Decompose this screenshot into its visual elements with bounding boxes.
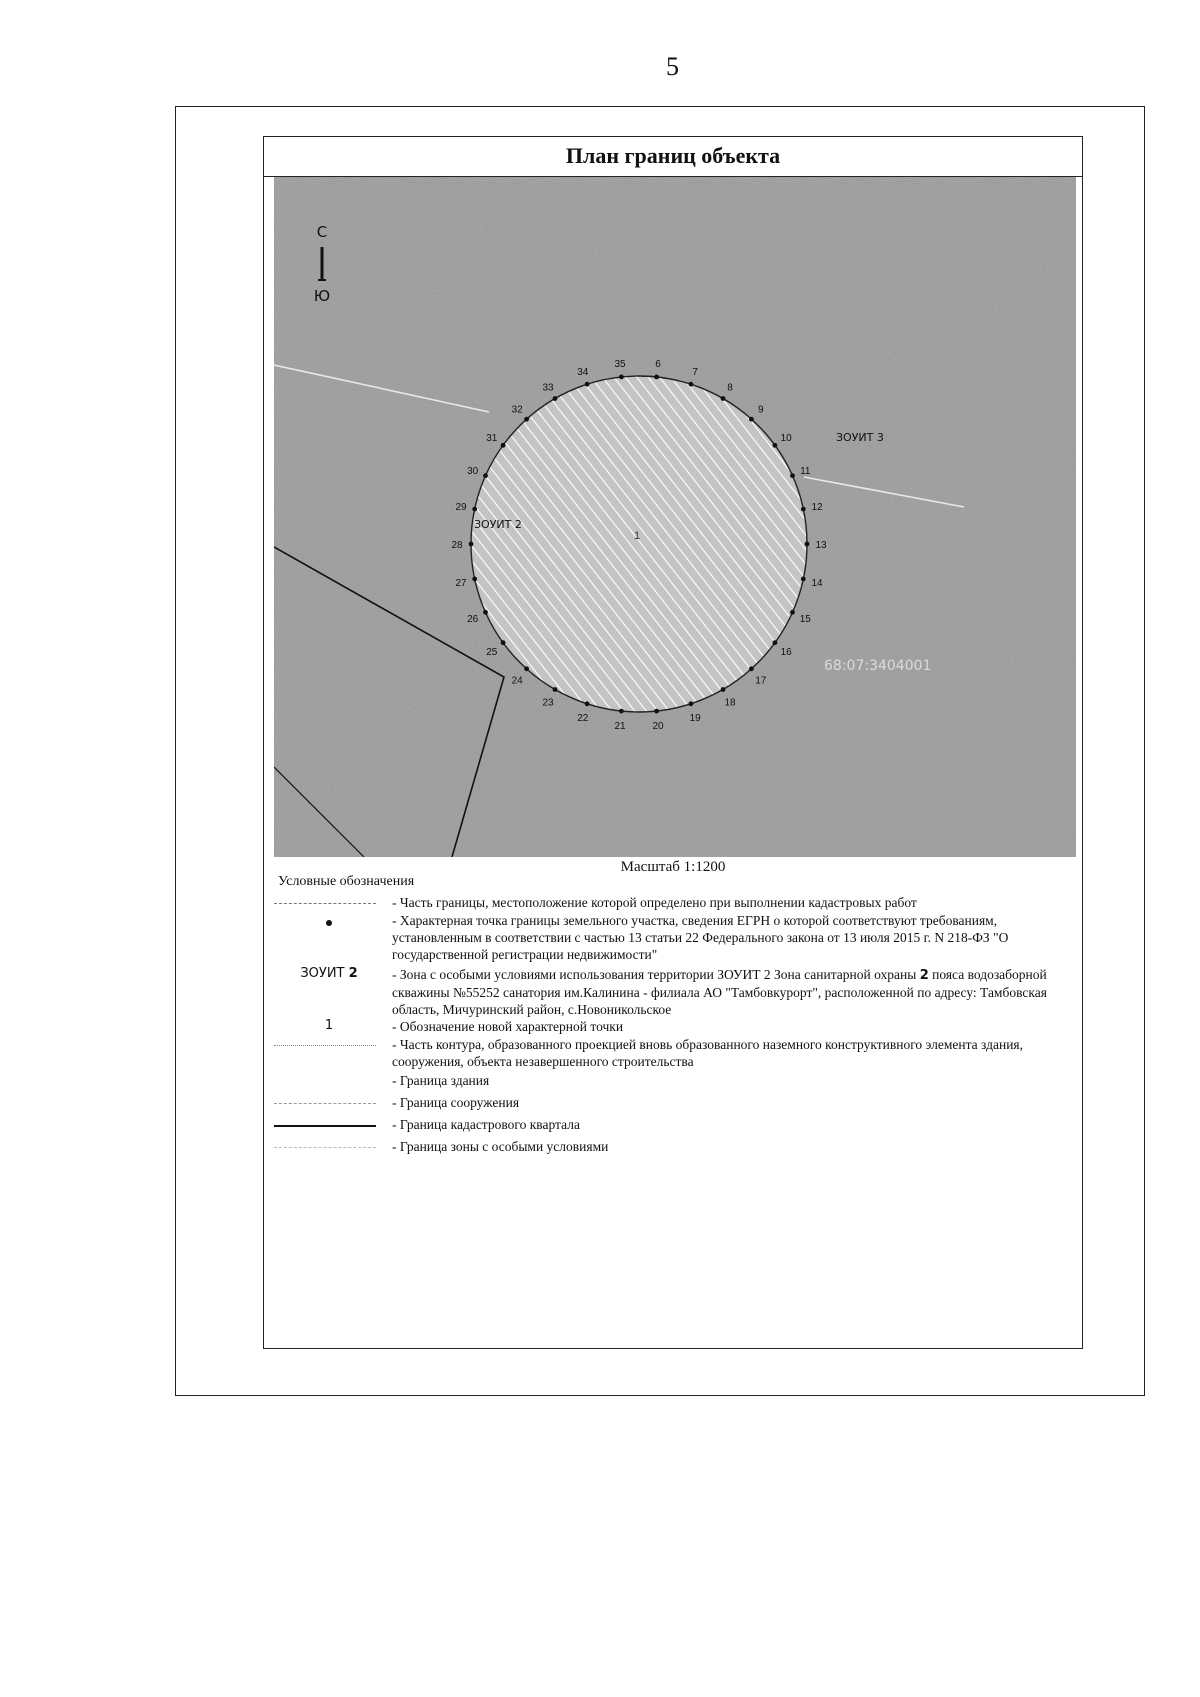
page-number: 5 [666,52,679,81]
boundary-point-20 [654,709,659,714]
boundary-point-label-21: 21 [614,721,626,732]
legend-text: - Граница сооружения [392,1095,520,1110]
map-canvas[interactable] [274,177,1076,857]
zone-label-3: ЗОУИТ 3 [836,431,884,444]
boundary-point-label-8: 8 [727,382,733,394]
boundary-point-label-18: 18 [724,697,736,709]
legend-text: - Часть контура, образованного проекцией вновь образованного наземного конструктивного элемента здания, сооружения, объекта незавершенного строительства [392,1037,1024,1069]
boundary-point-31 [501,443,506,448]
boundary-point-33 [553,396,558,401]
boundary-point-9 [749,417,754,422]
boundary-point-11 [790,473,795,478]
boundary-point-label-7: 7 [692,366,698,378]
boundary-point-label-35: 35 [614,359,626,370]
boundary-point-label-9: 9 [758,404,764,416]
boundary-point-label-16: 16 [780,647,792,658]
boundary-point-label-34: 34 [577,366,589,378]
boundary-point-label-25: 25 [486,647,498,658]
boundary-point-12 [801,507,806,512]
legend-symbol-point-number: 1 [324,1018,334,1033]
boundary-point-30 [483,473,488,478]
cadastral-number-label: 68:07:3404001 [824,658,932,674]
boundary-point-16 [773,640,778,645]
boundary-point-label-14: 14 [811,577,823,589]
boundary-point-32 [524,417,529,422]
boundary-point-35 [619,375,624,380]
zone-label-2: ЗОУИТ 2 [474,518,522,531]
map-title: План границ объекта [264,137,1082,177]
boundary-point-label-12: 12 [811,502,823,514]
boundary-point-label-17: 17 [755,675,767,687]
legend-symbol-dashed-line [274,894,384,912]
boundary-point-34 [585,382,590,387]
boundary-point-6 [654,375,659,380]
legend-symbol-dash-dot-line [274,1094,384,1112]
boundary-point-18 [721,687,726,692]
boundary-point-26 [483,610,488,615]
boundary-point-label-15: 15 [799,614,811,625]
boundary-point-label-13: 13 [815,540,827,551]
boundary-point-label-20: 20 [652,721,664,732]
legend-symbol-empty [274,1072,384,1090]
boundary-point-label-22: 22 [577,713,589,725]
legend-text: - Граница зоны с особыми условиями [392,1139,609,1154]
boundary-point-15 [790,610,795,615]
legend-text: - Граница кадастрового квартала [392,1117,580,1132]
boundary-point-label-6: 6 [655,359,661,370]
boundary-point-label-24: 24 [511,675,523,687]
boundary-point-28 [469,542,474,547]
legend-text: - Обозначение новой характерной точки [392,1019,624,1034]
scale-label: Масштаб 1:1200 [620,859,726,875]
boundary-point-10 [773,443,778,448]
parcel-boundary-circle [471,376,807,712]
boundary-point-7 [689,382,694,387]
boundary-point-label-28: 28 [451,540,463,551]
legend-heading: Условные обозначения [278,874,415,889]
boundary-point-label-23: 23 [542,697,554,709]
legend-symbol-dotted-line [274,1036,384,1054]
legend-text: - Характерная точка границы земельного участка, сведения ЕГРН о которой соответствуют требованиям, установленным в соответствии с частью 13 статьи 22 Федерального закона от 13 июля 2015 г. N 218-ФЗ "О государственной регистрации недвижимости" [392,913,1009,962]
legend-symbol-sparse-dashed-line [274,1138,384,1156]
boundary-point-27 [472,577,477,582]
boundary-point-23 [553,687,558,692]
boundary-point-25 [501,640,506,645]
boundary-point-8 [721,396,726,401]
boundary-point-19 [689,701,694,706]
boundary-point-label-31: 31 [486,433,498,444]
boundary-point-label-30: 30 [467,466,479,477]
compass-south-label: Ю [313,287,331,305]
boundary-point-label-11: 11 [800,466,811,477]
map-sheet [263,136,1083,1349]
boundary-point-29 [472,507,477,512]
map-drawing [274,177,1076,857]
boundary-point-label-27: 27 [455,577,467,589]
boundary-point-label-32: 32 [511,404,523,416]
boundary-point-17 [749,666,754,671]
boundary-point-21 [619,709,624,714]
center-point-label: 1 [634,530,641,542]
legend-text: - Зона с особыми условиями использования территории ЗОУИТ 2 Зона санитарной охраны 2 пояса водозаборной скважины №55252 санатория им.Калинина - филиала АО "Тамбовкурорт", расположенной по адресу: Тамбовская область, Мичуринский район, с.Новоникольское [392,967,1047,1017]
legend-symbol-solid-line [274,1116,384,1134]
compass-north-label: С [316,223,328,241]
boundary-point-24 [524,666,529,671]
boundary-point-13 [805,542,810,547]
legend-text: - Часть границы, местоположение которой определено при выполнении кадастровых работ [392,895,917,910]
boundary-point-14 [801,577,806,582]
boundary-point-label-33: 33 [542,382,554,394]
legend-symbol-dot-icon [274,912,384,930]
boundary-point-label-26: 26 [467,614,479,625]
boundary-point-label-29: 29 [455,502,467,514]
legend-symbol-zone-text: ЗОУИТ 2 [300,966,358,981]
boundary-point-label-19: 19 [689,713,701,725]
legend-text: - Граница здания [392,1073,490,1088]
boundary-point-label-10: 10 [780,433,792,444]
boundary-point-22 [585,701,590,706]
